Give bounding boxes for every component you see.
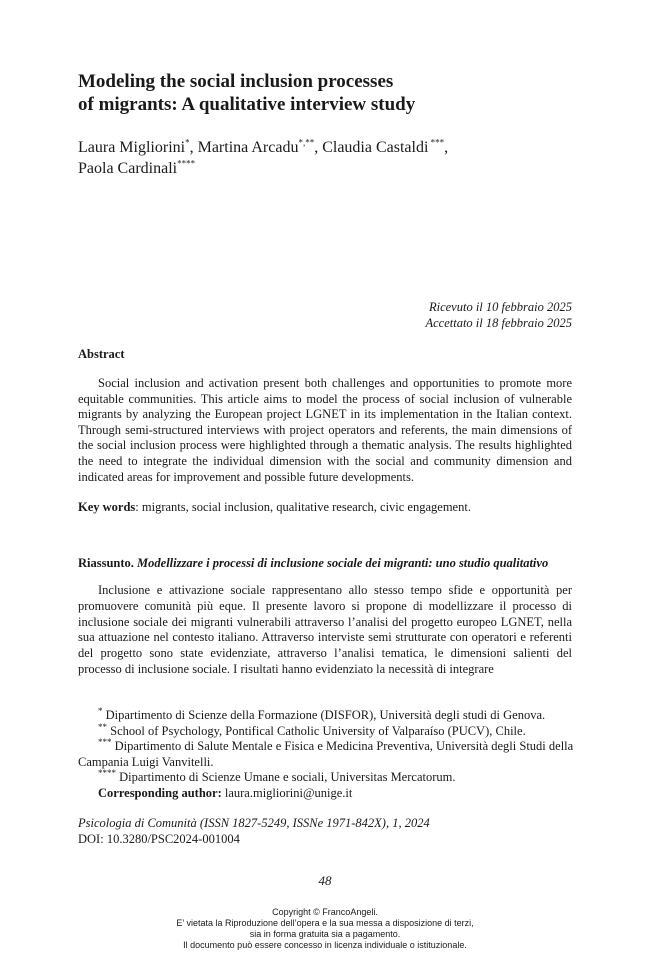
keywords xyxy=(78,500,572,515)
copyright-notice xyxy=(0,907,650,951)
footnote-text: School of Psychology, Pontifical Catholic University of Valparaíso (PUCV), Chile. xyxy=(110,723,526,738)
footnote xyxy=(78,705,578,724)
copyright-line: Il documento può essere concesso in licenza individuale o istituzionale. xyxy=(183,940,467,950)
author-list: Laura Migliorini*, Martina Arcadu*,**, Claudia Castaldi ***, Paola Cardinali**** xyxy=(78,137,449,177)
corresponding-author xyxy=(78,786,578,802)
accepted-date: Accettato il 18 febbraio 2025 xyxy=(425,316,572,330)
footnote-mark: *** xyxy=(98,737,112,748)
abstract-heading: Abstract xyxy=(78,347,125,361)
footnote-mark: * xyxy=(98,705,103,716)
author-mark: * xyxy=(185,137,190,148)
riassunto-text: Inclusione e attivazione sociale rappresentano allo stesso tempo sfide e opportunità per promuovere comunità più eque. Il presente lavoro si propone di modellizzare il processo di inclusione sociale dei migranti vulnerabili attraverso l’analisi del progetto europeo LGNET, nella sua attuazione nel contesto italiano. Attraverso interviste semi strutturate con operatori e referenti del progetto sono state evidenziate, attraverso l’analisi tematica, le dimensioni salienti del processo di inclusione sociale. I risultati hanno evidenziato la necessità di integrare xyxy=(78,583,572,676)
footnote-mark: **** xyxy=(98,768,116,779)
journal-info xyxy=(78,816,578,847)
journal-name: Psicologia di Comunità (ISSN 1827-5249, ISSNe 1971-842X), 1, 2024 xyxy=(78,816,430,830)
abstract-text: Social inclusion and activation present both challenges and opportunities to promote more equitable communities. This article aims to model the process of social inclusion of vulnerable migrants by analyzing the European project LGNET in its implementation in the Italian context. Through semi-structured interviews with project operators and referents, the main dimensions of the social inclusion process were highlighted through a thematic analysis. The results highlighted the need to integrate the individual dimension with the social and community dimension and indicated areas for improvement and possible future developments. xyxy=(78,376,572,484)
affiliation-footnotes xyxy=(78,705,578,802)
author-mark: *** xyxy=(428,137,445,148)
author-name: Claudia Castaldi xyxy=(322,139,429,156)
footnote xyxy=(78,721,578,740)
keywords-label: Key words xyxy=(78,500,136,514)
copyright-line: Copyright © FrancoAngeli. xyxy=(272,907,378,917)
title-line-2: of migrants: A qualitative interview study xyxy=(78,94,416,115)
page-number: 48 xyxy=(318,873,332,888)
title-line-1: Modeling the social inclusion processes xyxy=(78,71,394,92)
footnote-text: Dipartimento di Salute Mentale e Fisica e Medicina Preventiva, Università degli Studi della Campania Luigi Vanvitelli. xyxy=(78,739,574,769)
footnote xyxy=(78,739,578,770)
footnote-mark: ** xyxy=(98,721,107,732)
paper-title xyxy=(78,70,578,116)
keywords-text: : migrants, social inclusion, qualitative research, civic engagement. xyxy=(135,500,471,514)
submission-dates xyxy=(272,299,572,331)
riassunto-heading xyxy=(78,556,578,571)
author-mark: **** xyxy=(177,158,196,169)
author-name: Martina Arcadu xyxy=(197,139,299,156)
footnote-text: Dipartimento di Scienze della Formazione (DISFOR), Università degli studi di Genova. xyxy=(105,708,546,722)
footnote-text: Dipartimento di Scienze Umane e sociali, Universitas Mercatorum. xyxy=(119,770,456,785)
copyright-line: sia in forma gratuita sia a pagamento. xyxy=(249,929,401,939)
author-name: Paola Cardinali xyxy=(78,160,178,177)
corresponding-label: Corresponding author: xyxy=(98,785,222,800)
author-mark: *,** xyxy=(298,137,315,148)
footnote xyxy=(78,770,578,786)
riassunto-title: Modellizzare i processi di inclusione sociale dei migranti: uno studio qualitativo xyxy=(137,556,549,570)
received-date: Ricevuto il 10 febbraio 2025 xyxy=(428,300,572,314)
corresponding-email: laura.migliorini@unige.it xyxy=(224,785,353,800)
copyright-line: E’ vietata la Riproduzione dell’opera e la sua messa a disposizione di terzi, xyxy=(176,918,474,928)
riassunto-label: Riassunto. xyxy=(78,556,134,570)
doi: DOI: 10.3280/PSC2024-001004 xyxy=(78,831,240,846)
author-name: Laura Migliorini xyxy=(78,139,186,156)
